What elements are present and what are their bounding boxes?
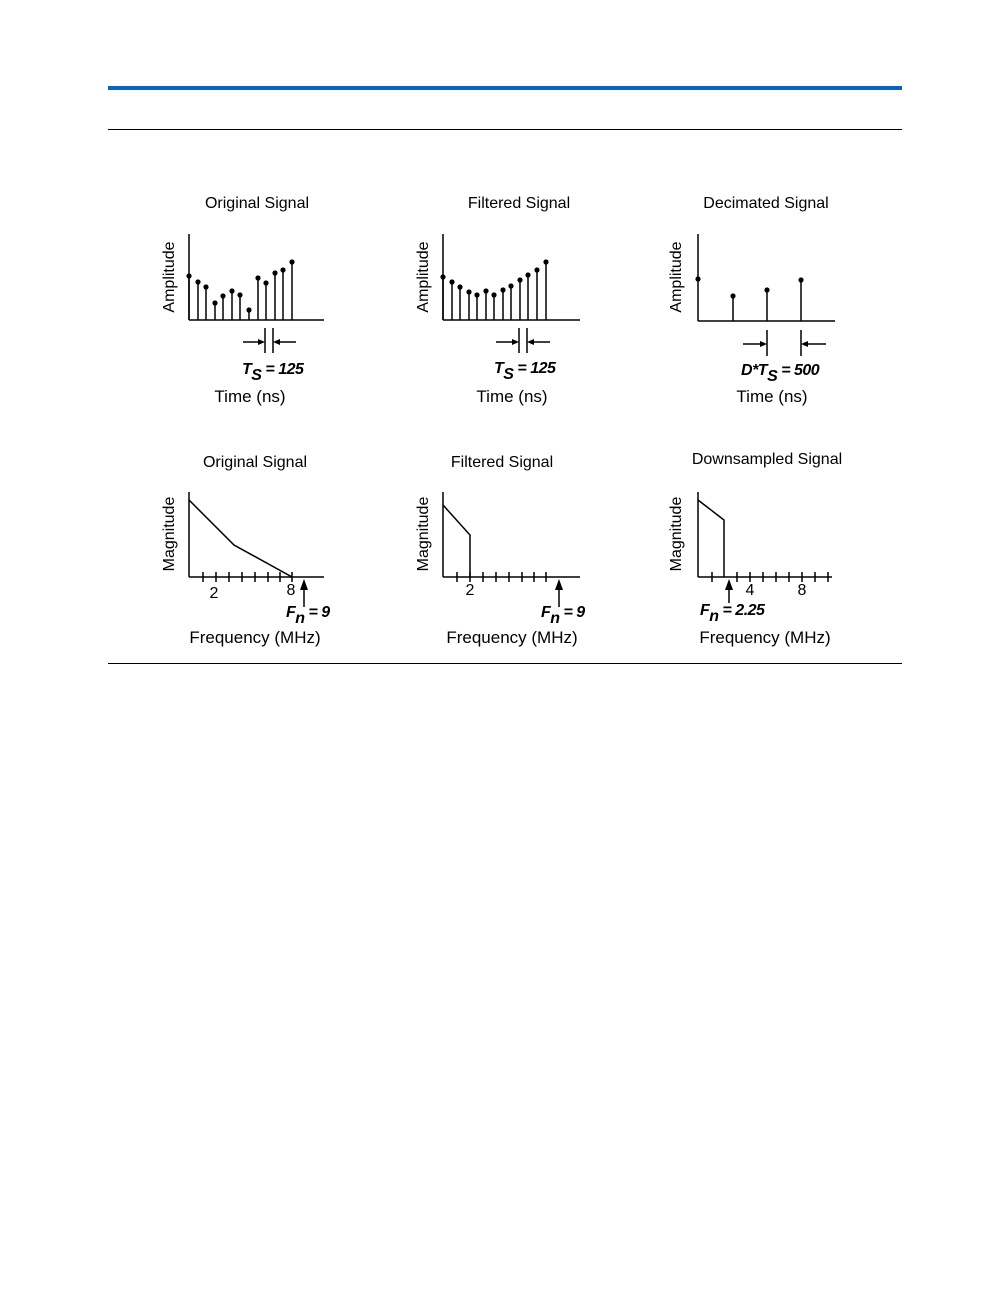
time-decimated-ylabel: Amplitude <box>668 241 685 313</box>
freq-filtered-xlabel: Frequency (MHz) <box>446 628 578 647</box>
freq-filtered-tick-label: 2 <box>465 582 475 599</box>
time-original-xlabel: Time (ns) <box>214 387 286 406</box>
time-decimated-period-label: D*TS = 500 <box>741 362 820 385</box>
time-filtered-period-label: TS = 125 <box>494 360 556 383</box>
freq-original-tick-label: 8 <box>286 582 296 599</box>
freq-original-fn-label: Fn = 9 <box>286 604 330 627</box>
freq-downsampled-tick-label: 4 <box>745 582 755 599</box>
freq-downsampled-ylabel: Magnitude <box>668 496 685 572</box>
freq-downsampled-xlabel: Frequency (MHz) <box>699 628 831 647</box>
freq-original-ylabel: Magnitude <box>161 496 178 572</box>
time-original-title: Original Signal <box>204 195 310 212</box>
freq-filtered-title: Filtered Signal <box>450 454 554 471</box>
freq-downsampled-tick-label: 8 <box>797 582 807 599</box>
freq-original-xlabel: Frequency (MHz) <box>189 628 321 647</box>
time-original-period-label: TS = 125 <box>242 361 304 384</box>
time-filtered-title: Filtered Signal <box>467 195 571 212</box>
freq-filtered-ylabel: Magnitude <box>415 496 432 572</box>
time-filtered-ylabel: Amplitude <box>415 241 432 313</box>
freq-downsampled-spectrum <box>698 500 724 577</box>
time-decimated-xlabel: Time (ns) <box>736 387 808 406</box>
freq-original-tick-label: 2 <box>209 585 219 602</box>
freq-downsampled-fn-label: Fn = 2.25 <box>700 602 765 625</box>
freq-filtered-fn-label: Fn = 9 <box>541 604 585 627</box>
freq-original-title: Original Signal <box>202 454 308 471</box>
time-filtered-xlabel: Time (ns) <box>476 387 548 406</box>
time-decimated-title: Decimated Signal <box>703 195 829 212</box>
freq-downsampled-title: Downsampled Signal <box>691 451 843 468</box>
time-original-ylabel: Amplitude <box>161 241 178 313</box>
